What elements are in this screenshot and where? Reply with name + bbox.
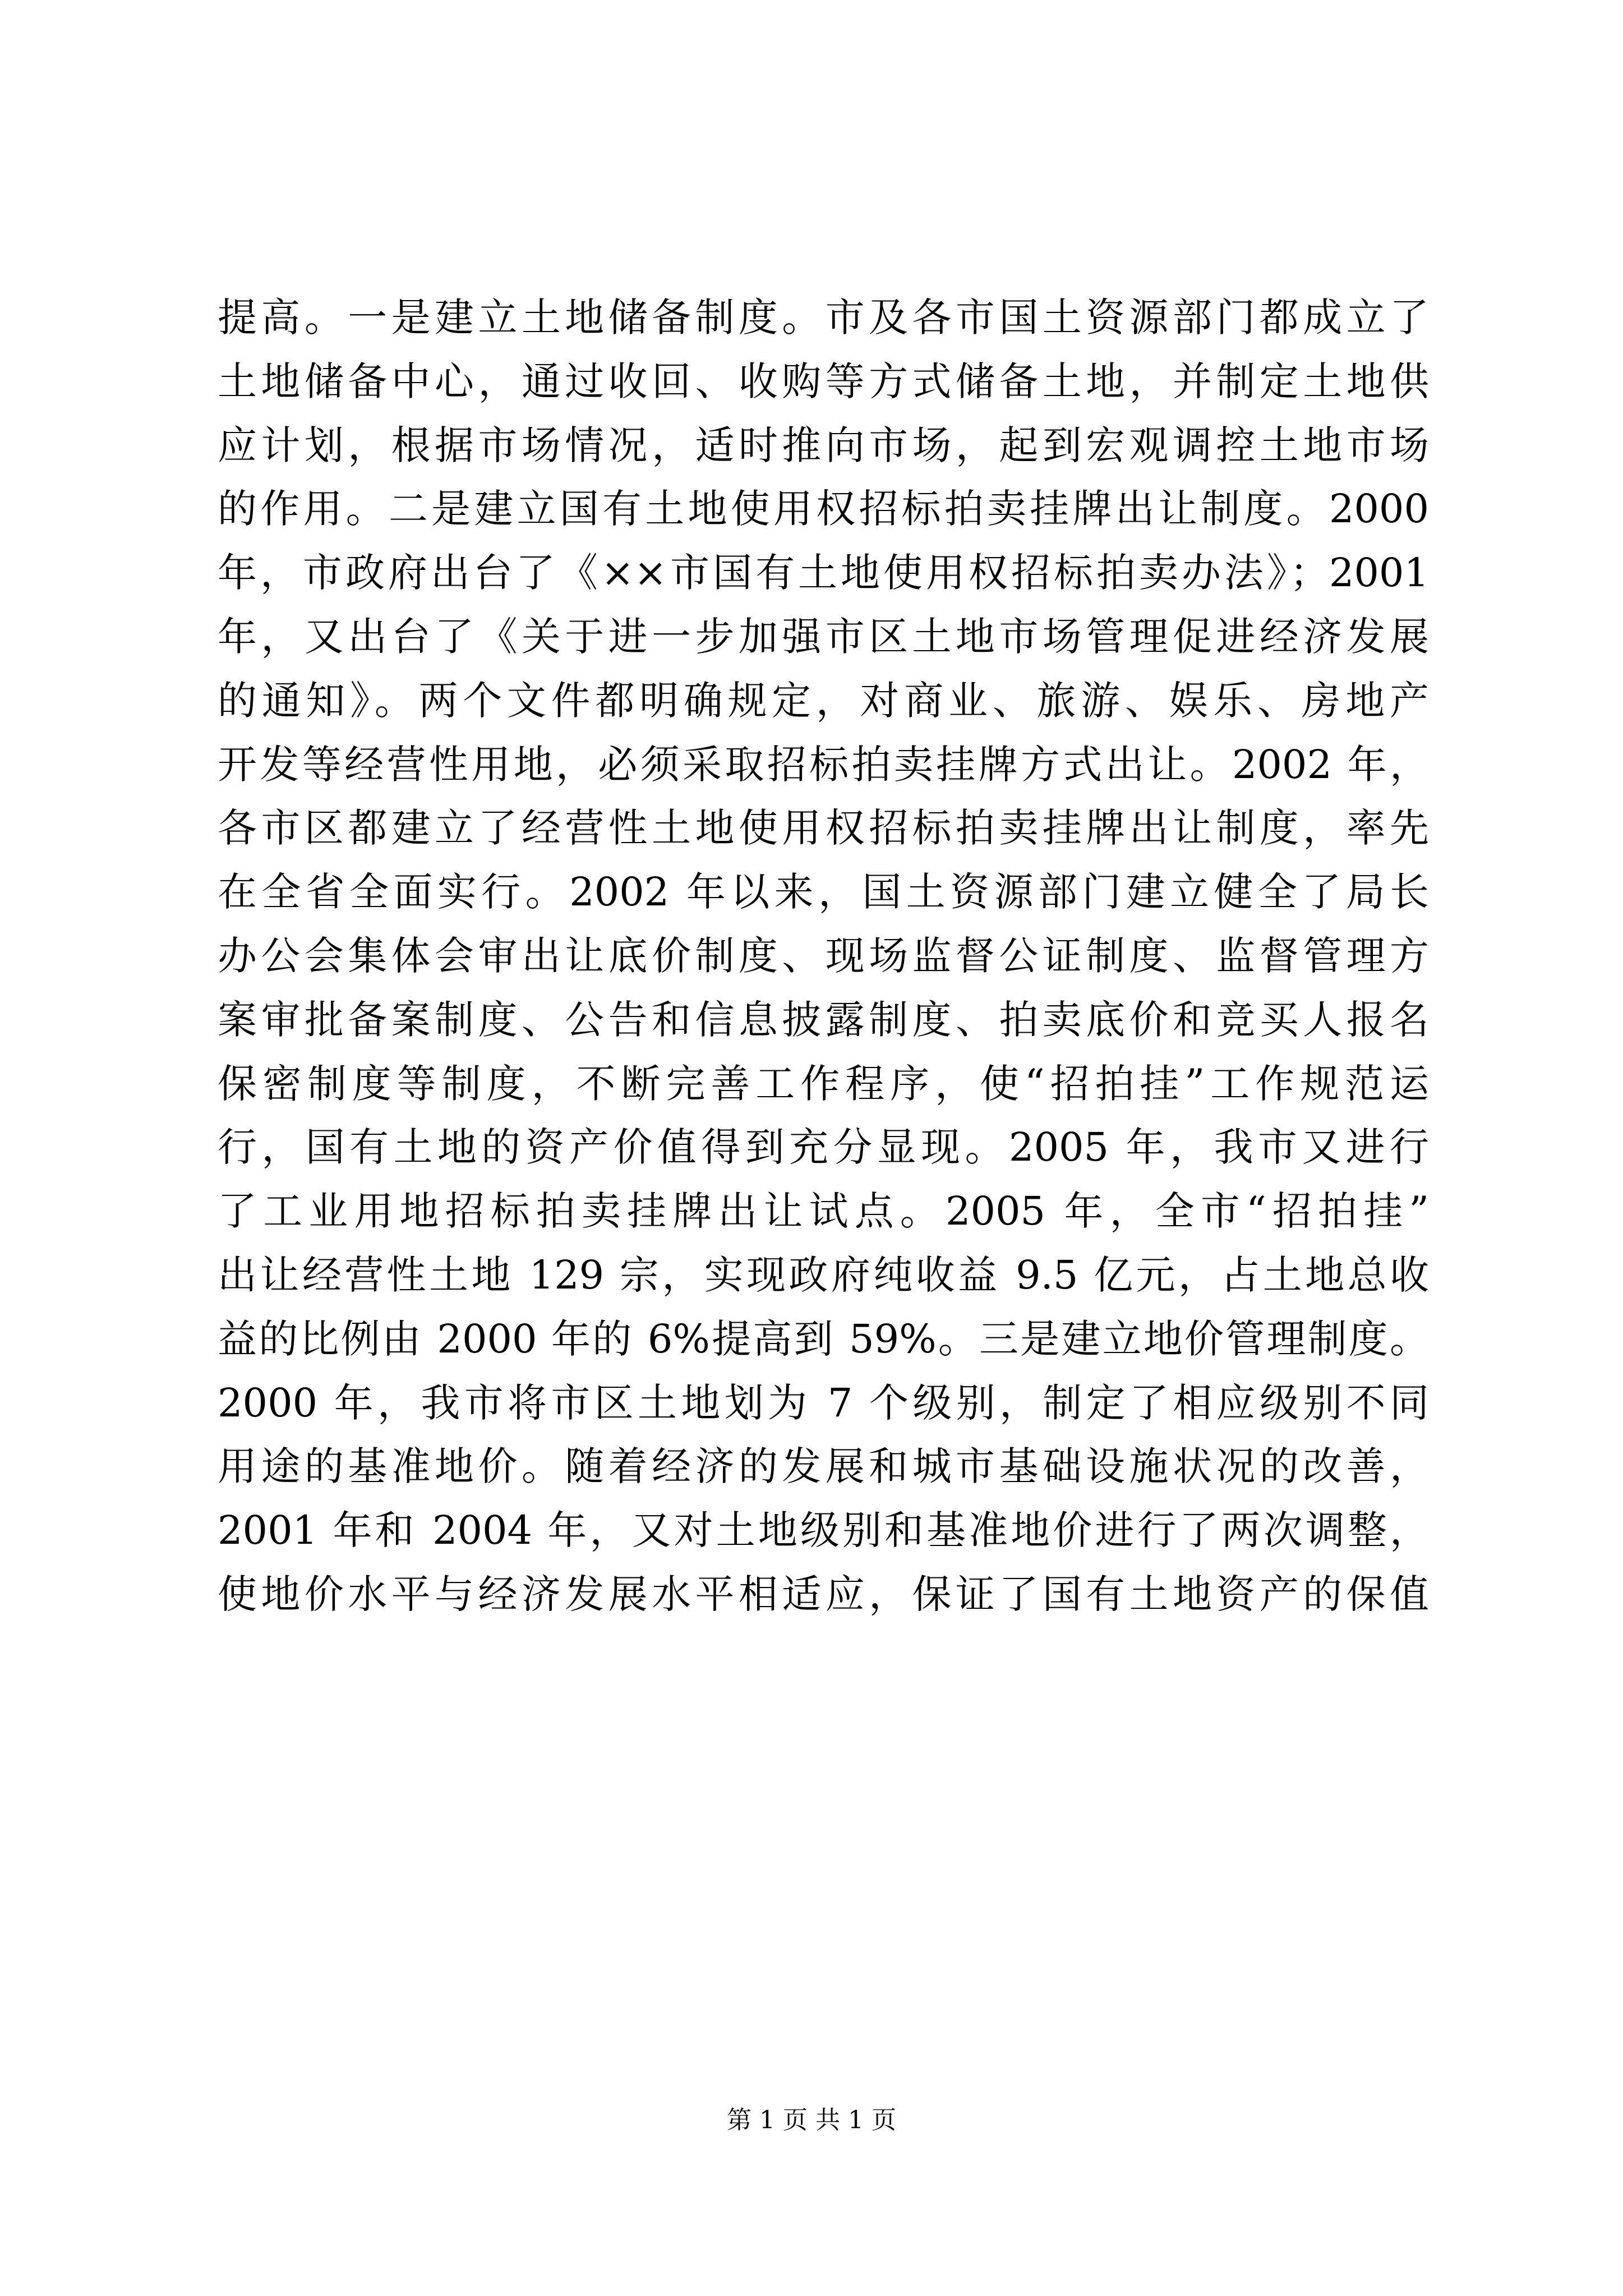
text-line: 了工业用地招标拍卖挂牌出让试点。2005 年，全市“招拍挂” — [218, 1188, 1429, 1235]
text-line: 土地储备中心，通过收回、收购等方式储备土地，并制定土地供 — [218, 358, 1429, 404]
text-line: 开发等经营性用地，必须采取招标拍卖挂牌方式出让。2002 年， — [218, 741, 1429, 788]
text-line: 案审批备案制度、公告和信息披露制度、拍卖底价和竞买人报名 — [218, 996, 1429, 1043]
text-line: 益的比例由 2000 年的 6%提高到 59%。三是建立地价管理制度。 — [218, 1315, 1429, 1362]
text-line: 办公会集体会审出让底价制度、现场监督公证制度、监督管理方 — [218, 932, 1429, 979]
text-line: 年，市政府出台了《××市国有土地使用权招标拍卖办法》；2001 — [218, 550, 1429, 596]
text-line: 年，又出台了《关于进一步加强市区土地市场管理促进经济发展 — [218, 613, 1429, 660]
text-line: 出让经营性土地 129 宗，实现政府纯收益 9.5 亿元，占土地总收 — [218, 1251, 1429, 1298]
text-line: 行，国有土地的资产价值得到充分显现。2005 年，我市又进行 — [218, 1124, 1429, 1171]
text-line: 的通知》。两个文件都明确规定，对商业、旅游、娱乐、房地产 — [218, 677, 1429, 724]
text-line: 2000 年，我市将市区土地划为 7 个级别，制定了相应级别不同 — [218, 1379, 1429, 1426]
text-line: 保密制度等制度，不断完善工作程序，使“招拍挂”工作规范运 — [218, 1060, 1429, 1107]
text-line: 的作用。二是建立国有土地使用权招标拍卖挂牌出让制度。2000 — [218, 486, 1429, 532]
text-line: 用途的基准地价。随着经济的发展和城市基础设施状况的改善， — [218, 1443, 1429, 1490]
page-number-label: 第 1 页 共 1 页 — [727, 2106, 896, 2134]
text-line: 在全省全面实行。2002 年以来，国土资源部门建立健全了局长 — [218, 869, 1429, 915]
text-line: 各市区都建立了经营性土地使用权招标拍卖挂牌出让制度，率先 — [218, 805, 1429, 852]
text-line: 2001 年和 2004 年，又对土地级别和基准地价进行了两次调整， — [218, 1507, 1429, 1554]
text-line: 使地价水平与经济发展水平相适应，保证了国有土地资产的保值 — [218, 1571, 1429, 1617]
page-footer — [0, 2104, 1623, 2137]
body-paragraph — [218, 286, 1429, 1627]
text-line: 提高。一是建立土地储备制度。市及各市国土资源部门都成立了 — [218, 295, 1429, 341]
text-line: 应计划，根据市场情况，适时推向市场，起到宏观调控土地市场 — [218, 422, 1429, 468]
